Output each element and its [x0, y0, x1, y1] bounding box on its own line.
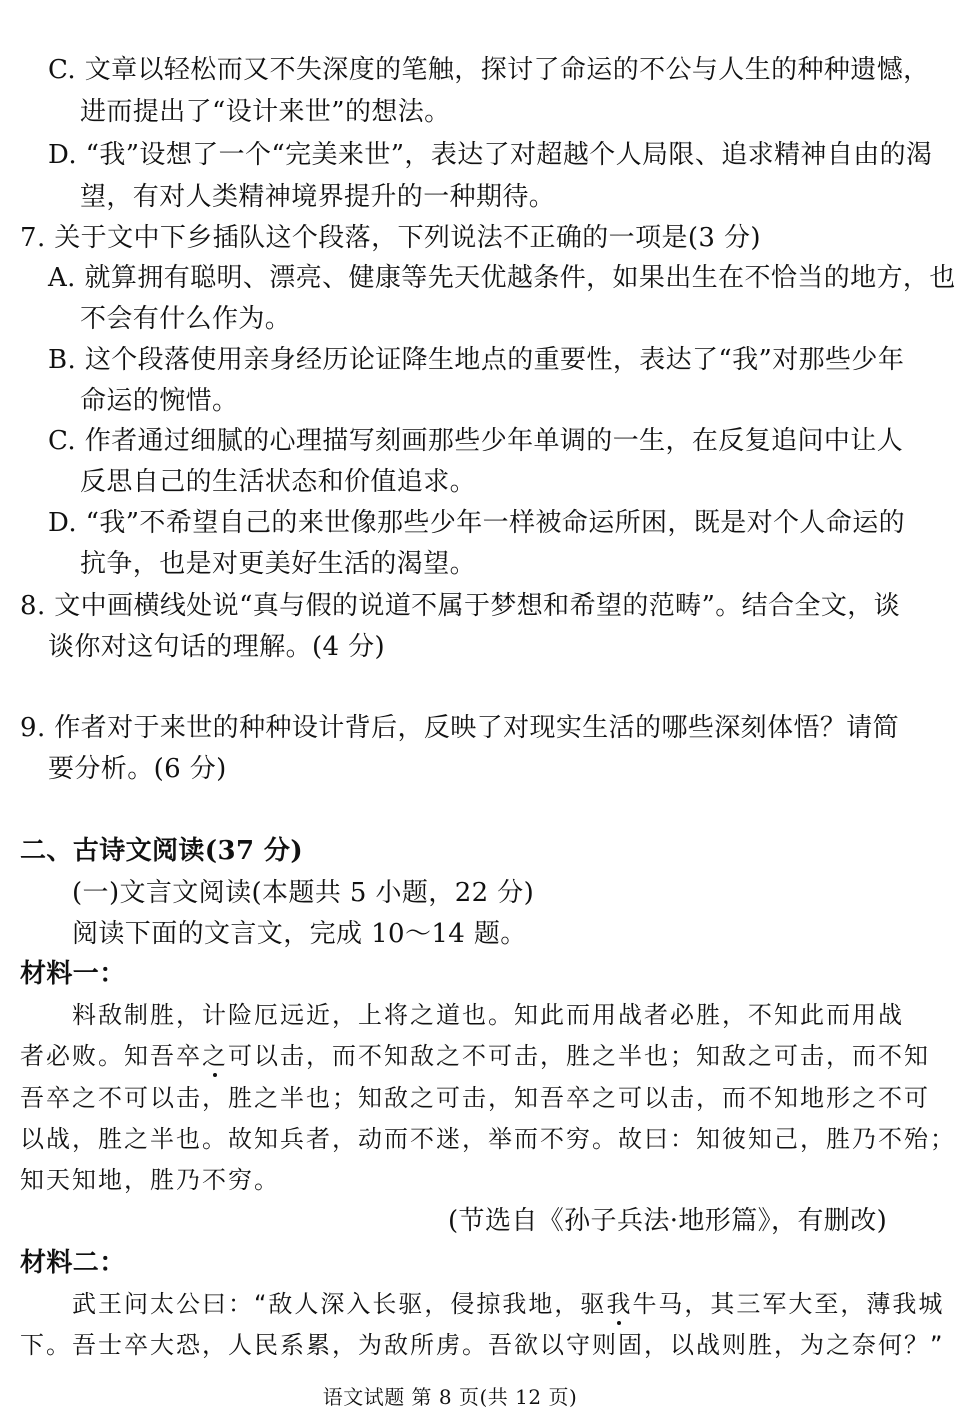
material-1-line4: 以战，胜之半也。故知兵者，动而不迷，举而不穷。故曰：知彼知己，胜乃不殆；: [20, 1125, 956, 1153]
q7-stem: 7. 关于文中下乡插队这个段落，下列说法不正确的一项是(3 分): [20, 223, 761, 253]
material-1-line2: 者必败。知吾卒之可以击，而不知敌之不可击，胜之半也；知敌之可击，而不知: [20, 1042, 930, 1070]
q7-option-b-line2: 命运的惋惜。: [80, 386, 239, 416]
material-1-label: 材料一：: [20, 959, 126, 989]
material-2-label: 材料二：: [20, 1248, 126, 1278]
q7-option-a-line2: 不会有什么作为。: [80, 304, 292, 334]
q7-option-c-line1: C. 作者通过细腻的心理描写刻画那些少年单调的一生，在反复追问中让人: [48, 426, 904, 456]
emphasis-dot-char: 之: [202, 1042, 228, 1070]
q6-option-d-line1: D. “我”设想了一个“完美来世”，表达了对超越个人局限、追求精神自由的渴: [48, 140, 933, 170]
q7-option-b-line1: B. 这个段落使用亲身经历论证降生地点的重要性，表达了“我”对那些少年: [48, 345, 905, 375]
material-2-line1: 武王问太公曰：“敌人深入长驱，侵掠我地，驱我牛马，其三军大至，薄我城: [72, 1290, 945, 1318]
q7-option-a-line1: A. 就算拥有聪明、漂亮、健康等先天优越条件，如果出生在不恰当的地方，也: [48, 263, 956, 293]
q6-option-c-line2: 进而提出了“设计来世”的想法。: [80, 97, 451, 127]
q8-line2: 谈你对这句话的理解。(4 分): [48, 632, 386, 662]
section-2-title: 二、古诗文阅读(37 分): [20, 836, 304, 866]
material-1-line5: 知天知地，胜乃不穷。: [20, 1166, 280, 1194]
material-1-line1: 料敌制胜，计险厄远近，上将之道也。知此而用战者必胜，不知此而用战: [72, 1001, 904, 1029]
material-2-line2: 下。吾士卒大恐，人民系累，为敌所虏。吾欲以守则固，以战则胜，为之奈何？”: [20, 1331, 945, 1359]
section-2-subtitle: (一)文言文阅读(本题共 5 小题，22 分): [72, 878, 535, 908]
q7-option-d-line2: 抗争，也是对更美好生活的渴望。: [80, 549, 477, 579]
q7-option-c-line2: 反思自己的生活状态和价值追求。: [80, 467, 477, 497]
q6-option-c-line1: C. 文章以轻松而又不失深度的笔触，探讨了命运的不公与人生的种种遗憾，: [48, 55, 930, 85]
emphasis-dot-char: 我: [606, 1290, 633, 1318]
material-1-line3: 吾卒之不可以击，胜之半也；知敌之可击，知吾卒之可以击，而不知地形之不可: [20, 1084, 930, 1112]
q9-line1: 9. 作者对于来世的种种设计背后，反映了对现实生活的哪些深刻体悟？请简: [20, 713, 900, 743]
q7-option-d-line1: D. “我”不希望自己的来世像那些少年一样被命运所困，既是对个人命运的: [48, 508, 906, 538]
q6-option-d-line2: 望，有对人类精神境界提升的一种期待。: [80, 182, 556, 212]
section-2-instructions: 阅读下面的文言文，完成 10～14 题。: [72, 919, 527, 949]
q8-line1: 8. 文中画横线处说“真与假的说道不属于梦想和希望的范畴”。结合全文，谈: [20, 591, 901, 621]
page-footer: 语文试题 第 8 页(共 12 页): [322, 1385, 578, 1409]
material-1-source: (节选自《孙子兵法·地形篇》，有删改): [448, 1206, 888, 1236]
q9-line2: 要分析。(6 分): [48, 754, 227, 784]
